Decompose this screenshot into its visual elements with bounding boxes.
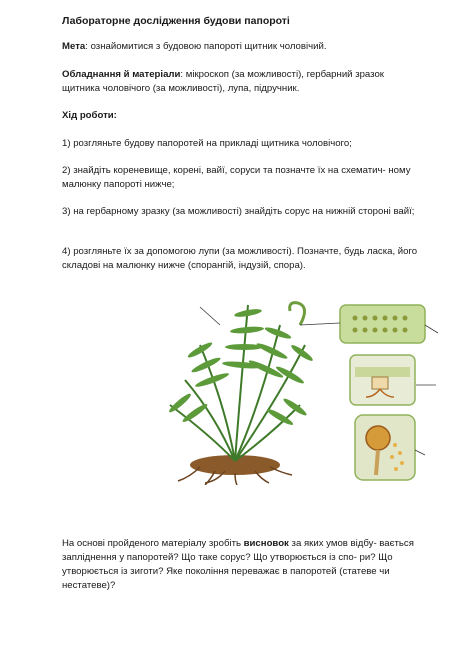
- equipment-paragraph: [62, 68, 420, 96]
- step-2: 2) знайдіть кореневище, корені, вайї, соруси та позначте їх на схематич- ному малюнку папороті нижче;: [62, 165, 411, 190]
- step-4: 4) розгляньте їх за допомогою лупи (за можливості). Позначте, будь ласка, його складові на малюнку нижче (спорангій, індузій, спора).: [62, 246, 418, 271]
- conclusion-keyword: висновок: [243, 538, 289, 549]
- frond-detail-panel: [340, 305, 425, 343]
- fern-illustration: [140, 285, 440, 485]
- sorus-section-panel: [350, 355, 415, 405]
- conclusion-paragraph: [62, 537, 422, 593]
- fiddlehead: [290, 303, 305, 325]
- procedure-heading: Хід роботи:: [62, 110, 117, 121]
- step-1: 1) розгляньте будову папоротей на прикладі щитника чоловічого;: [62, 138, 352, 149]
- page-title: Лабораторне дослідження будови папороті: [62, 15, 290, 27]
- sporangium-panel: [355, 415, 415, 480]
- goal-text: : ознайомитися з будовою папороті щитник чоловічий.: [85, 41, 327, 52]
- goal-label: Мета: [62, 41, 86, 52]
- conclusion-text-after: за яких умов відбу- вається запліднення у папоротей? Що таке сорус? Що утворюється із спо- ри? Що утворюється із зиготи? Яке покоління переважає в папоротей (статеве чи нестатеве)?: [62, 538, 414, 591]
- equipment-label: Обладнання й матеріали: [62, 69, 181, 80]
- equipment-text: : мікроскоп (за можливості), гербарний зразок щитника чоловічого (за можливості), лупа, підручник.: [62, 69, 384, 94]
- conclusion-text-before: На основі пройденого матеріалу зробіть: [62, 538, 244, 549]
- goal-paragraph: [62, 40, 420, 54]
- step-3: 3) на гербарному зразку (за можливості) знайдіть сорус на нижній стороні вайї;: [62, 206, 415, 217]
